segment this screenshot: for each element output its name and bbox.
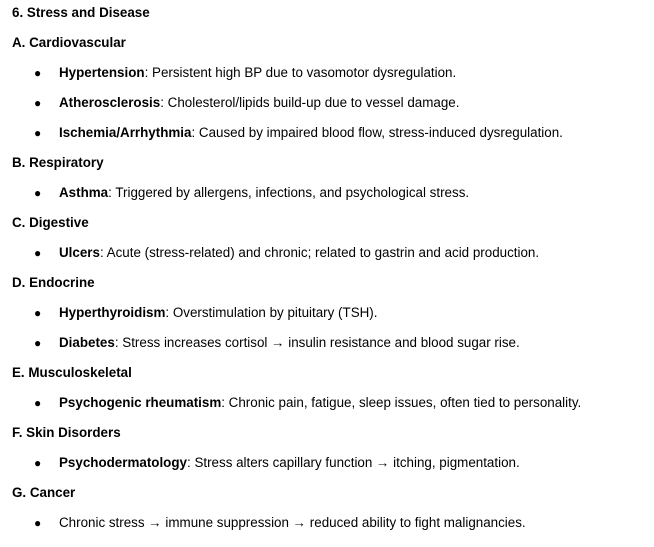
list-item-asthma <box>0 178 654 208</box>
item-desc: : Stress increases cortisol → insulin resistance and blood sugar rise. <box>114 335 520 350</box>
bullet-icon: ● <box>34 96 42 110</box>
item-desc: : Persistent high BP due to vasomotor dysregulation. <box>144 65 457 80</box>
bullet-icon: ● <box>34 516 42 530</box>
page-title: 6. Stress and Disease <box>12 5 150 20</box>
item-desc: : Stress alters capillary function → itching, pigmentation. <box>187 455 520 470</box>
bullet-icon: ● <box>34 126 42 140</box>
bullet-icon: ● <box>34 396 42 410</box>
item-desc: : Caused by impaired blood flow, stress-induced dysregulation. <box>191 125 563 140</box>
item-desc: : Cholesterol/lipids build-up due to vessel damage. <box>160 95 460 110</box>
bullet-icon: ● <box>34 186 42 200</box>
item-desc: : Overstimulation by pituitary (TSH). <box>165 305 378 320</box>
item-term: Atherosclerosis <box>59 95 161 110</box>
item-desc: : Acute (stress-related) and chronic; related to gastrin and acid production. <box>99 245 540 260</box>
item-desc: Chronic stress → immune suppression → reduced ability to fight malignancies. <box>59 515 526 530</box>
list-item-psychogenic-rheumatism <box>0 388 654 418</box>
bullet-icon: ● <box>34 306 42 320</box>
section-heading-cardiovascular: A. Cardiovascular <box>12 35 126 50</box>
item-term: Hypertension <box>59 65 145 80</box>
item-desc: : Triggered by allergens, infections, and psychological stress. <box>108 185 470 200</box>
item-term: Hyperthyroidism <box>59 305 166 320</box>
item-term: Ischemia/Arrhythmia <box>59 125 192 140</box>
list-item-hyperthyroidism <box>0 298 654 328</box>
list-item-atherosclerosis <box>0 88 654 118</box>
section-heading-cancer: G. Cancer <box>12 485 76 500</box>
item-term: Psychodermatology <box>59 455 187 470</box>
section-heading-skin-disorders: F. Skin Disorders <box>12 425 121 440</box>
list-item-chronic-stress <box>0 508 654 538</box>
list-item-hypertension <box>0 58 654 88</box>
item-term: Ulcers <box>59 245 100 260</box>
bullet-icon: ● <box>34 336 42 350</box>
section-heading-endocrine: D. Endocrine <box>12 275 95 290</box>
section-heading-musculoskeletal: E. Musculoskeletal <box>12 365 132 380</box>
item-term: Psychogenic rheumatism <box>59 395 222 410</box>
item-term: Diabetes <box>59 335 115 350</box>
section-heading-respiratory: B. Respiratory <box>12 155 104 170</box>
bullet-icon: ● <box>34 66 42 80</box>
item-term: Asthma <box>59 185 109 200</box>
list-item-ulcers <box>0 238 654 268</box>
list-item-psychodermatology <box>0 448 654 478</box>
bullet-icon: ● <box>34 246 42 260</box>
section-heading-digestive: C. Digestive <box>12 215 89 230</box>
list-item-diabetes <box>0 328 654 358</box>
list-item-ischemia <box>0 118 654 148</box>
bullet-icon: ● <box>34 456 42 470</box>
item-desc: : Chronic pain, fatigue, sleep issues, often tied to personality. <box>221 395 582 410</box>
